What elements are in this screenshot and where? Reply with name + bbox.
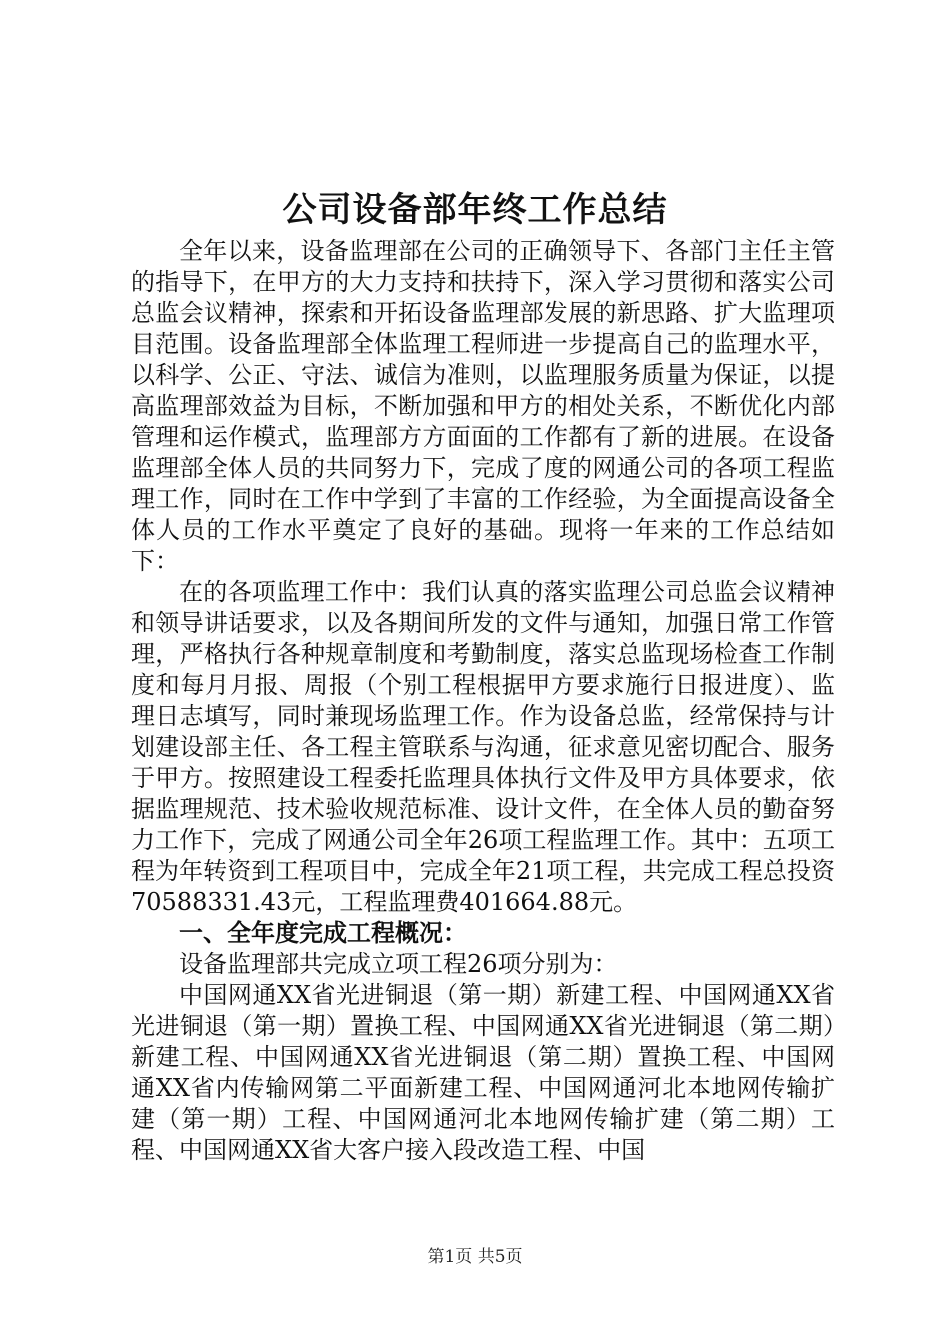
section-paragraph-2: 中国网通XX省光进铜退（第一期）新建工程、中国网通XX省光进铜退（第一期）置换工程、中国网通XX省光进铜退（第二期）新建工程、中国网通XX省光进铜退（第二期）置换工程、中国网通XX省内传输网第二平面新建工程、中国网通河北本地网传输扩建（第一期）工程、中国网通河北本地网传输扩建（第二期）工程、中国网通XX省大客户接入段改造工程、中国 <box>131 981 835 1164</box>
page-footer: 第1页 共5页 <box>427 1247 523 1267</box>
section-heading: 一、全年度完成工程概况： <box>179 919 467 947</box>
body-paragraph-1: 全年以来，设备监理部在公司的正确领导下、各部门主任主管的指导下，在甲方的大力支持和扶持下，深入学习贯彻和落实公司总监会议精神，探索和开拓设备监理部发展的新思路、扩大监理项目范围。设备监理部全体监理工程师进一步提高自己的监理水平，以科学、公正、守法、诚信为准则，以监理服务质量为保证，以提高监理部效益为目标，不断加强和甲方的相处关系，不断优化内部管理和运作模式，监理部方方面面的工作都有了新的进展。在设备监理部全体人员的共同努力下，完成了度的网通公司的各项工程监理工作，同时在工作中学到了丰富的工作经验，为全面提高设备全体人员的工作水平奠定了良好的基础。现将一年来的工作总结如下： <box>131 237 835 575</box>
document-body <box>131 236 835 1166</box>
section-paragraph-1: 设备监理部共完成立项工程26项分别为： <box>179 950 618 978</box>
body-paragraph-2: 在的各项监理工作中：我们认真的落实监理公司总监会议精神和领导讲话要求，以及各期间所发的文件与通知，加强日常工作管理，严格执行各种规章制度和考勤制度，落实总监现场检查工作制度和每月月报、周报（个别工程根据甲方要求施行日报进度）、监理日志填写，同时兼现场监理工作。作为设备总监，经常保持与计划建设部主任、各工程主管联系与沟通，征求意见密切配合、服务于甲方。按照建设工程委托监理具体执行文件及甲方具体要求，依据监理规范、技术验收规范标准、设计文件，在全体人员的勤奋努力工作下，完成了网通公司全年26项工程监理工作。其中：五项工程为年转资到工程项目中，完成全年21项工程，共完成工程总投资70588331.43元，工程监理费401664.88元。 <box>131 578 835 916</box>
document-title: 公司设备部年终工作总结 <box>282 190 668 230</box>
